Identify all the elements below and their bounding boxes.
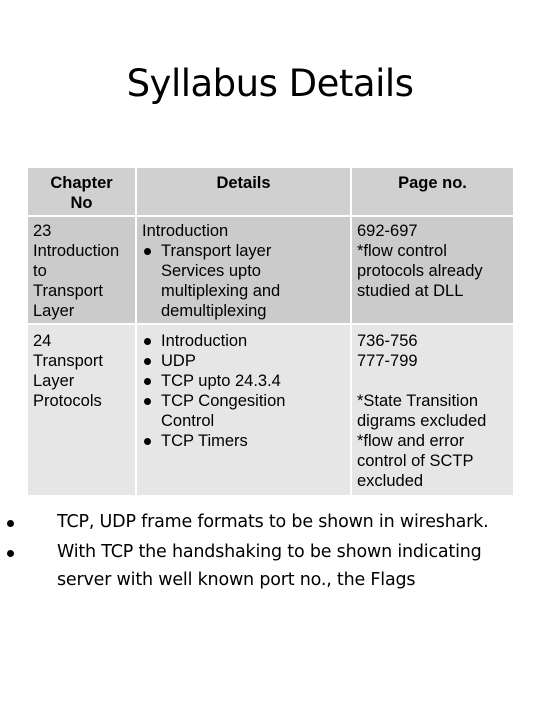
page-note-line: *State Transition: [357, 392, 479, 410]
page-note-line: excluded: [357, 472, 424, 490]
list-item: [142, 351, 345, 371]
page-note-line: *flow control: [357, 242, 447, 260]
details-list: [142, 331, 345, 451]
list-item-line: TCP upto 24.3.4: [161, 372, 281, 390]
list-item-line: TCP Congesition: [161, 392, 286, 410]
chapter-name-line: to: [33, 262, 47, 280]
page-range: 736-756: [357, 332, 418, 350]
details-cell: [136, 216, 351, 324]
list-item: [142, 371, 345, 391]
page-note-line: protocols already: [357, 262, 483, 280]
list-item: [142, 241, 345, 321]
note-item: [0, 538, 540, 594]
table-header-row: [28, 168, 513, 216]
details-list: [142, 241, 345, 321]
page-range: 777-799: [357, 352, 418, 370]
list-item-line: Transport layer: [161, 242, 272, 260]
bullet-dot-icon: [7, 520, 14, 527]
header-chapter-no: [28, 168, 136, 216]
pages-cell: [351, 324, 513, 495]
notes-list: [0, 508, 540, 596]
header-details-label: Details: [216, 174, 271, 192]
list-item-line: UDP: [161, 352, 196, 370]
chapter-number: 23: [33, 222, 52, 240]
chapter-name-line: Layer: [33, 302, 75, 320]
list-item: [142, 431, 345, 451]
note-item: [0, 508, 540, 536]
list-item-line: Introduction: [161, 332, 248, 350]
chapter-name-line: Layer: [33, 372, 75, 390]
header-page-no: [351, 168, 513, 216]
header-page-no-label: Page no.: [398, 174, 467, 192]
list-item: [142, 331, 345, 351]
header-no-line: No: [70, 194, 93, 212]
page-note-line: digrams excluded: [357, 412, 487, 430]
syllabus-table: [28, 168, 513, 495]
chapter-name-line: Introduction: [33, 242, 120, 260]
chapter-cell: [28, 216, 136, 324]
page-note-line: studied at DLL: [357, 282, 464, 300]
chapter-name-line: Transport: [33, 352, 103, 370]
page-note-line: control of SCTP: [357, 452, 474, 470]
bullet-dot-icon: [7, 550, 14, 557]
details-intro: Introduction: [142, 222, 229, 240]
chapter-name-line: Transport: [33, 282, 103, 300]
header-details: [136, 168, 351, 216]
note-text: TCP, UDP frame formats to be shown in wireshark.: [57, 512, 489, 532]
chapter-name-line: Protocols: [33, 392, 102, 410]
note-text: With TCP the handshaking to be shown indicating server with well known port no., the Flags: [57, 542, 482, 590]
list-item-line: Services upto: [161, 262, 261, 280]
header-chapter-line: Chapter: [50, 174, 113, 192]
table-row: [28, 324, 513, 495]
page-note-line: *flow and error: [357, 432, 465, 450]
list-item-line: Control: [161, 412, 215, 430]
chapter-cell: [28, 324, 136, 495]
details-cell: [136, 324, 351, 495]
list-item-line: multiplexing and: [161, 282, 281, 300]
list-item-line: demultiplexing: [161, 302, 267, 320]
table-row: [28, 216, 513, 324]
spacer: [357, 371, 508, 391]
list-item-line: TCP Timers: [161, 432, 248, 450]
list-item: [142, 391, 345, 431]
chapter-number: 24: [33, 332, 52, 350]
slide-title: Syllabus Details: [126, 62, 414, 105]
page-range: 692-697: [357, 222, 418, 240]
pages-cell: [351, 216, 513, 324]
